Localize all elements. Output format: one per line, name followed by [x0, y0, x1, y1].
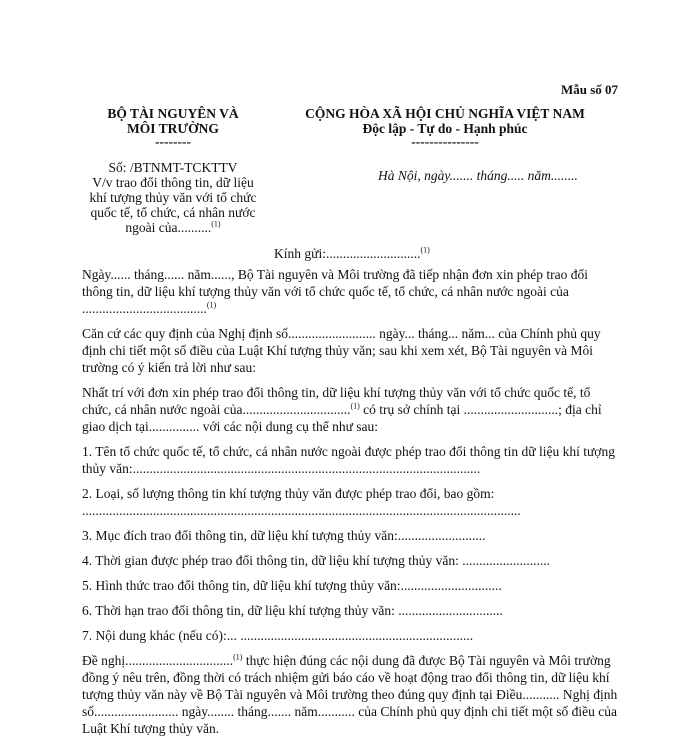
list-item-3: 3. Mục đích trao đổi thông tin, dữ liệu khí tượng thủy văn:.......................... [82, 528, 486, 543]
paragraph-approval: Nhất trí với đơn xin phép trao đổi thông tin, dữ liệu khí tượng thủy văn với tổ chức quốc tế, tổ chức, cá nhân nước ngoài của................................$^{(1)}$ có trụ sở chính tại ............................; địa chỉ giao dịch tại............... với các nội dung cụ thể như sau: [82, 385, 602, 434]
document-body [82, 266, 622, 737]
list-item-6: 6. Thời hạn trao đổi thông tin, dữ liệu khí tượng thủy văn: ............................... [82, 603, 503, 618]
place-date: Hà Nội, ngày....... tháng..... năm........ [378, 168, 578, 183]
national-motto: Độc lập - Tự do - Hạnh phúc [362, 121, 528, 136]
paragraph-request: Đề nghị................................$^{(1)}$ thực hiện đúng các nội dung đã được Bộ Tài nguyên và Môi trường đồng ý nêu trên, đồng thời có trách nhiệm gửi báo cáo về hoạt động trao đổi thông tin, dữ liệu khí tượng thủy văn này về Bộ Tài nguyên và Môi trường theo đúng quy định tại Điều........... Nghị định số......................... ngày........ tháng....... năm........... của Chính phủ quy định chi tiết một số điều của Luật Khí tượng thủy văn. [82, 652, 618, 736]
document-number: Số: /BTNMT-TCKTTV [108, 160, 238, 175]
footnote-marker: (1) [420, 245, 430, 255]
form-number: Mẫu số 07 [560, 82, 618, 97]
document-reference [78, 160, 268, 235]
subject-line2: khí tượng thủy văn với tổ chức [89, 190, 257, 205]
list-item-4: 4. Thời gian được phép trao đổi thông tin, dữ liệu khí tượng thủy văn: .......................... [82, 553, 550, 568]
subject-line1: V/v trao đổi thông tin, dữ liệu [92, 175, 254, 190]
subject-line3: quốc tế, tổ chức, cá nhân nước [90, 205, 256, 220]
national-header [280, 106, 610, 148]
agency-name-line1: BỘ TÀI NGUYÊN VÀ [107, 106, 239, 121]
list-item-7: 7. Nội dung khác (nếu có):... ..................................................................... [82, 628, 474, 643]
agency-divider: -------- [155, 134, 191, 149]
national-divider: --------------- [411, 134, 479, 149]
agency-name-line2: MÔI TRƯỜNG [127, 121, 219, 136]
list-item-2: 2. Loại, số lượng thông tin khí tượng thủy văn được phép trao đổi, bao gồm: .................................................................................................................................. [82, 486, 521, 518]
list-item-5: 5. Hình thức trao đổi thông tin, dữ liệu khí tượng thủy văn:.............................. [82, 578, 502, 593]
footnote-marker: (1) [233, 652, 243, 662]
paragraph-legal-basis: Căn cứ các quy định của Nghị định số.......................... ngày... tháng... năm... của Chính phủ quy định chi tiết một số điều của Luật Khí tượng thủy văn; sau khi xem xét, Bộ Tài nguyên và Môi trường có ý kiến trả lời như sau: [82, 326, 601, 375]
agency-header [78, 106, 268, 148]
recipient-line: Kính gửi:............................$^{(1)}$ [274, 245, 430, 261]
footnote-marker: (1) [350, 401, 360, 411]
list-item-1: 1. Tên tổ chức quốc tế, tổ chức, cá nhân nước ngoài được phép trao đổi thông tin dữ liệu khí tượng thủy văn:....................................................................................................... [82, 444, 615, 476]
national-title: CỘNG HÒA XÃ HỘI CHỦ NGHĨA VIỆT NAM [305, 106, 585, 121]
footnote-marker: (1) [206, 300, 217, 310]
subject-line4: ngoài của..........$^{(1)}$ [125, 219, 221, 235]
footnote-marker: (1) [211, 219, 221, 229]
paragraph-receipt: Ngày...... tháng...... năm......, Bộ Tài nguyên và Môi trường đã tiếp nhận đơn xin phép trao đổi thông tin, dữ liệu khí tượng thủy văn với tổ chức quốc tế, tổ chức, cá nhân nước ngoài của .....................................$^{(1)}$ [82, 267, 589, 316]
